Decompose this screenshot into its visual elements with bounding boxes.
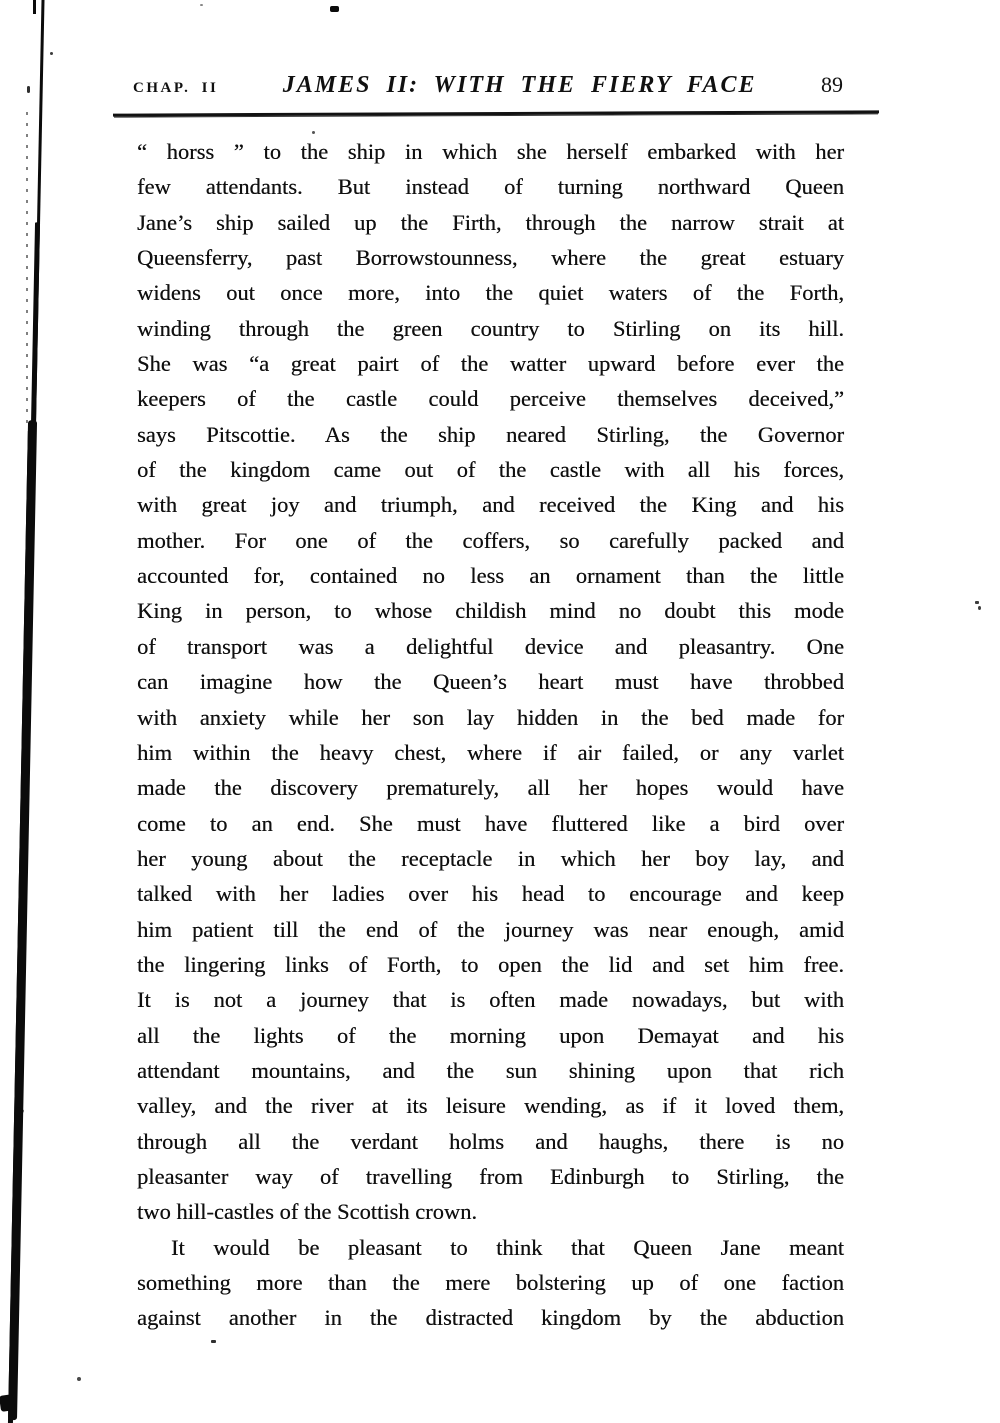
scan-blotch [0, 1394, 15, 1412]
text-line: widens out once more, into the quiet waters of the Forth, [137, 280, 844, 306]
scan-speck [200, 4, 203, 6]
text-line: her young about the receptacle in which her boy lay, and [137, 845, 844, 871]
text-line: the lingering links of Forth, to open the lid and set him free. [137, 951, 844, 977]
text-line: winding through the green country to Stirling on its hill. [137, 315, 844, 341]
scan-binding-bar [8, 420, 37, 1420]
scan-speck [211, 1340, 216, 1343]
page-body [137, 134, 844, 1336]
scan-speck [50, 52, 53, 55]
text-line: with great joy and triumph, and received the King and his [137, 492, 844, 518]
text-line: pleasanter way of travelling from Edinburgh to Stirling, the [137, 1163, 844, 1189]
text-line: all the lights of the morning upon Demayat and his [137, 1022, 844, 1048]
text-line: of transport was a delightful device and pleasantry. One [137, 633, 844, 659]
scan-artifact [33, 0, 36, 14]
text-line: talked with her ladies over his head to encourage and keep [137, 881, 844, 907]
text-line: something more than the mere bolstering up of one faction [137, 1270, 844, 1295]
text-line: mother. For one of the coffers, so carefully packed and [137, 527, 844, 553]
scan-speck [77, 1377, 81, 1381]
text-line: of the kingdom came out of the castle with all his forces, [137, 457, 844, 483]
text-line: King in person, to whose childish mind no doubt this mode [137, 598, 844, 624]
text-line: She was “a great pairt of the watter upward before ever the [137, 351, 844, 377]
text-line: It is not a journey that is often made nowadays, but with [137, 987, 844, 1013]
text-line: come to an end. She must have fluttered like a bird over [137, 810, 844, 836]
text-line: accounted for, contained no less an ornament than the little [137, 563, 844, 589]
text-line: him patient till the end of the journey was near enough, amid [137, 916, 844, 942]
text-line: Jane’s ship sailed up the Firth, through the narrow strait at [137, 209, 844, 235]
text-line: against another in the distracted kingdom by the abduction [137, 1305, 844, 1331]
page-number: 89 [821, 72, 843, 97]
text-line: attendant mountains, and the sun shining upon that rich [137, 1057, 844, 1083]
text-line: can imagine how the Queen’s heart must have throbbed [137, 669, 844, 695]
scan-speck [312, 131, 315, 134]
text-line: two hill-castles of the Scottish crown. [137, 1199, 477, 1225]
text-line: keepers of the castle could perceive themselves deceived,” [137, 386, 844, 412]
page-header [133, 72, 843, 99]
text-line: It would be pleasant to think that Queen Jane meant [171, 1234, 844, 1260]
text-line: Queensferry, past Borrowstounness, where the great estuary [137, 245, 844, 271]
text-line: made the discovery prematurely, all her hopes would have [137, 775, 844, 801]
text-line: valley, and the river at its leisure wending, as if it loved them, [137, 1093, 844, 1119]
running-title: JAMES II: WITH THE FIERY FACE [282, 72, 757, 98]
scan-speck [975, 601, 979, 604]
text-line: with anxiety while her son lay hidden in the bed made for [137, 704, 844, 730]
text-line: “ horss ” to the ship in which she herself embarked with her [137, 139, 844, 164]
text-line: him within the heavy chest, where if air failed, or any varlet [137, 739, 844, 765]
text-line: few attendants. But instead of turning northward Queen [137, 174, 844, 200]
scan-speck [330, 6, 339, 12]
header-rule [113, 110, 879, 116]
scan-speck [27, 86, 30, 93]
scan-speck [978, 606, 981, 610]
text-line: through all the verdant holms and haughs, there is no [137, 1128, 844, 1154]
scan-binding-dots [26, 112, 28, 424]
chapter-label: CHAP. II [133, 80, 219, 96]
text-line: says Pitscottie. As the ship neared Stirling, the Governor [137, 421, 844, 447]
